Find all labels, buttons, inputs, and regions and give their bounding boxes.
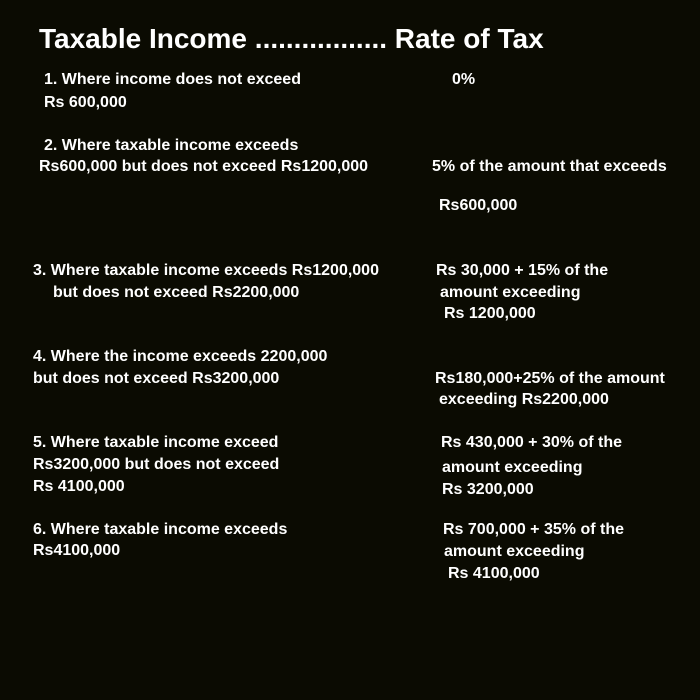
row-2-income-line-2: Rs600,000 but does not exceed Rs1200,000 xyxy=(39,158,369,175)
row-2-income-line-1: 2. Where taxable income exceeds xyxy=(44,137,299,154)
row-1-income-line-1: 1. Where income does not exceed xyxy=(44,71,301,88)
row-5-rate-line-3: Rs 3200,000 xyxy=(442,481,534,498)
row-5-income-line-2: Rs3200,000 but does not exceed xyxy=(33,456,280,473)
row-4-rate-line-2: exceeding Rs2200,000 xyxy=(439,391,609,408)
row-6-rate-line-3: Rs 4100,000 xyxy=(448,565,540,582)
row-3-rate-line-2: amount exceeding xyxy=(440,284,581,301)
row-4-rate-line-1: Rs180,000+25% of the amount xyxy=(435,370,665,387)
row-5-rate-line-1: Rs 430,000 + 30% of the xyxy=(441,434,622,451)
row-3-income-line-2: but does not exceed Rs2200,000 xyxy=(53,284,300,301)
row-3-income-line-1: 3. Where taxable income exceeds Rs1200,000 xyxy=(33,262,379,279)
row-2-rate-line-1: 5% of the amount that exceeds xyxy=(432,158,667,175)
row-5-income-line-1: 5. Where taxable income exceed xyxy=(33,434,279,451)
row-4-income-line-1: 4. Where the income exceeds 2200,000 xyxy=(33,348,328,365)
row-4-income-line-2: but does not exceed Rs3200,000 xyxy=(33,370,280,387)
row-5-rate-line-2: amount exceeding xyxy=(442,459,583,476)
row-2-rate-line-2: Rs600,000 xyxy=(439,197,518,214)
row-1-income-line-2: Rs 600,000 xyxy=(44,94,127,111)
row-5-income-line-3: Rs 4100,000 xyxy=(33,478,125,495)
row-1-rate-line-1: 0% xyxy=(452,71,476,88)
row-6-income-line-1: 6. Where taxable income exceeds xyxy=(33,521,288,538)
row-3-rate-line-3: Rs 1200,000 xyxy=(444,305,536,322)
row-3-rate-line-1: Rs 30,000 + 15% of the xyxy=(436,262,609,279)
row-6-income-line-2: Rs4100,000 xyxy=(33,542,121,559)
row-6-rate-line-2: amount exceeding xyxy=(444,543,585,560)
row-6-rate-line-1: Rs 700,000 + 35% of the xyxy=(443,521,624,538)
page-title: Taxable Income ................. Rate of Tax xyxy=(39,23,544,54)
